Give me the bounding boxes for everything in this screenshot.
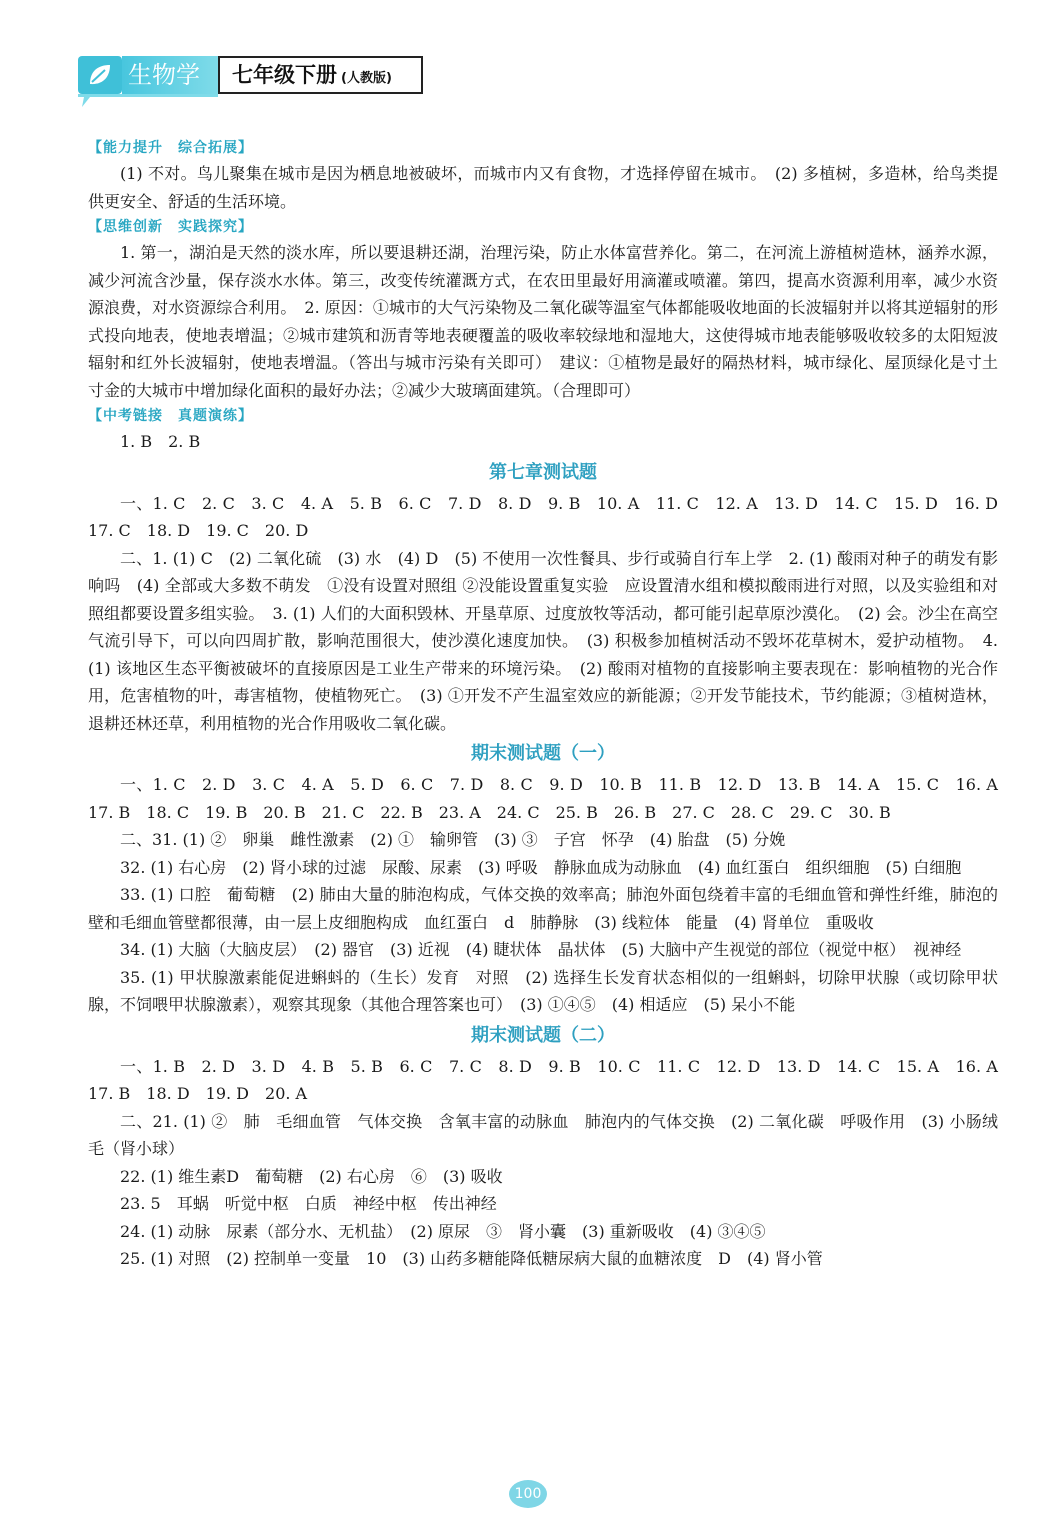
answer-paragraph: 1. B 2. B xyxy=(120,432,201,451)
section-title: 第七章测试题 xyxy=(489,461,597,483)
answer-paragraph: 22. (1) 维生素D 葡萄糖 (2) 右心房 ⑥ (3) 吸收 xyxy=(120,1166,503,1186)
answer-paragraph: 二、1. (1) C (2) 二氧化硫 (3) 水 (4) D (5) 不使用一次性餐具、步行或骑自行车上学 2. (1) 酸雨对种子的萌发有影响吗 (4) 全部或大多数不萌发 ①没有设置对照组 ②没能设置重复实验 应设置清水组和模拟酸雨进行对照，以及实验组和对照组都要设置多组实验。 3. (1) 人们的大面积毁林、开垦草原、过度放牧等活动，都可能引起草原沙漠化。 (2) 会。沙尘在高空气流引导下，可以向四周扩散，影响范围很大，使沙漠化速度加快。 (3) 积极参加植树活动不毁坏花草树木，爱护动植物。 4. (1) 该地区生态平衡被破坏的直接原因是工业生产带来的环境污染。 (2) 酸雨对植物的直接影响主要表现在：影响植物的光合作用，危害植物的叶，毒害植物，使植物死亡。 (3) ①开发不产生温室效应的新能源；②开发节能技术，节约能源；③植树造林，退耕还林还草，利用植物的光合作用吸收二氧化碳。 xyxy=(88,548,998,733)
answer-paragraph: (1) 不对。鸟儿聚集在城市是因为栖息地被破坏，而城市内又有食物，才选择停留在城市。 (2) 多植树，多造林，给鸟类提供更安全、舒适的生活环境。 xyxy=(88,164,998,211)
answer-paragraph: 1. 第一，湖泊是天然的淡水库，所以要退耕还湖，治理污染，防止水体富营养化。第二，在河流上游植树造林，涵养水源，减少河流含沙量，保存淡水水体。第三，改变传统灌溉方式，在农田里最好用滴灌或喷灌。第四，提高水资源利用率，减少水资源浪费，对水资源综合利用。 2. 原因：①城市的大气污染物及二氧化碳等温室气体都能吸收地面的长波辐射并以将其逆辐射的形式投向地表，使地表增温；②城市建筑和沥青等地表硬覆盖的吸收率较绿地和湿地大，这使得城市地表能够吸收较多的太阳短波辐射和红外长波辐射，使地表增温。（答出与城市污染有关即可） 建议：①植物是最好的隔热材料，城市绿化、屋顶绿化是寸土寸金的大城市中增加绿化面积的最好办法；②减少大玻璃面建筑。（合理即可） xyxy=(88,243,998,400)
answer-paragraph: 24. (1) 动脉 尿素（部分水、无机盐） (2) 原尿 ③ 肾小囊 (3) 重新吸收 (4) ③④⑤ xyxy=(120,1221,766,1241)
section-title: 期末测试题（二） xyxy=(471,1024,615,1046)
section-title: 期末测试题（一） xyxy=(471,743,615,764)
section-tag: 【中考链接 真题演练】 xyxy=(88,408,253,424)
grade-label: 七年级下册 (人教版) xyxy=(218,56,423,94)
edition-label: (人教版) xyxy=(341,71,392,86)
answer-paragraph: 34. (1) 大脑（大脑皮层） (2) 器官 (3) 近视 (4) 睫状体 晶状体 (5) 大脑中产生视觉的部位（视觉中枢） 视神经 xyxy=(120,940,962,959)
leaf-icon xyxy=(87,62,113,88)
answer-paragraph: 一、1. B 2. D 3. D 4. B 5. B 6. C 7. C 8. D 9. B 10. C 11. C 12. D 13. D 14. C 15. A 16. A 17. B 18. D 19. D 20. A xyxy=(88,1056,1015,1103)
section-tag: 【能力提升 综合拓展】 xyxy=(88,140,253,156)
answer-paragraph: 一、1. C 2. D 3. C 4. A 5. D 6. C 7. D 8. C 9. D 10. B 11. B 12. D 13. B 14. A 15. C 16. A 17. B 18. C 19. B 20. B 21. C 22. B 23. A 24. C 25. B 26. B 27. C 28. C 29. C 30. B xyxy=(88,775,1015,822)
header-tail-decoration xyxy=(78,94,218,108)
answer-paragraph: 23. 5 耳蜗 听觉中枢 白质 神经中枢 传出神经 xyxy=(120,1194,497,1213)
answer-paragraph: 二、31. (1) ② 卵巢 雌性激素 (2) ① 输卵管 (3) ③ 子宫 怀孕 (4) 胎盘 (5) 分娩 xyxy=(120,830,786,849)
answer-paragraph: 35. (1) 甲状腺激素能促进蝌蚪的（生长）发育 对照 (2) 选择生长发育状态相似的一组蝌蚪，切除甲状腺（或切除甲状腺，不饲喂甲状腺激素），观察其现象（其他合理答案也可） (3) ①④⑤ (4) 相适应 (5) 呆小不能 xyxy=(88,967,998,1014)
section-tag: 【思维创新 实践探究】 xyxy=(88,219,253,235)
subject-label: 生物学 xyxy=(122,56,218,94)
answer-paragraph: 一、1. C 2. C 3. C 4. A 5. B 6. C 7. D 8. D 9. B 10. A 11. C 12. A 13. D 14. C 15. D 16. D 17. C 18. D 19. C 20. D xyxy=(88,493,1015,540)
answer-content xyxy=(88,136,1015,1273)
leaf-logo xyxy=(78,56,122,94)
answer-paragraph: 25. (1) 对照 (2) 控制单一变量 10 (3) 山药多糖能降低糖尿病大鼠的血糖浓度 D (4) 肾小管 xyxy=(120,1249,823,1268)
page-header xyxy=(78,50,423,108)
page-number: 100 xyxy=(509,1480,547,1508)
answer-paragraph: 32. (1) 右心房 (2) 肾小球的过滤 尿酸、尿素 (3) 呼吸 静脉血成为动脉血 (4) 血红蛋白 组织细胞 (5) 白细胞 xyxy=(120,857,962,877)
answer-paragraph: 二、21. (1) ② 肺 毛细血管 气体交换 含氧丰富的动脉血 肺泡内的气体交换 (2) 二氧化碳 呼吸作用 (3) 小肠绒毛（肾小球） xyxy=(88,1111,998,1158)
answer-paragraph: 33. (1) 口腔 葡萄糖 (2) 肺由大量的肺泡构成，气体交换的效率高；肺泡外面包绕着丰富的毛细血管和弹性纤维，肺泡的壁和毛细血管壁都很薄，由一层上皮细胞构成 血红蛋白 d 肺静脉 (3) 线粒体 能量 (4) 肾单位 重吸收 xyxy=(88,885,998,932)
